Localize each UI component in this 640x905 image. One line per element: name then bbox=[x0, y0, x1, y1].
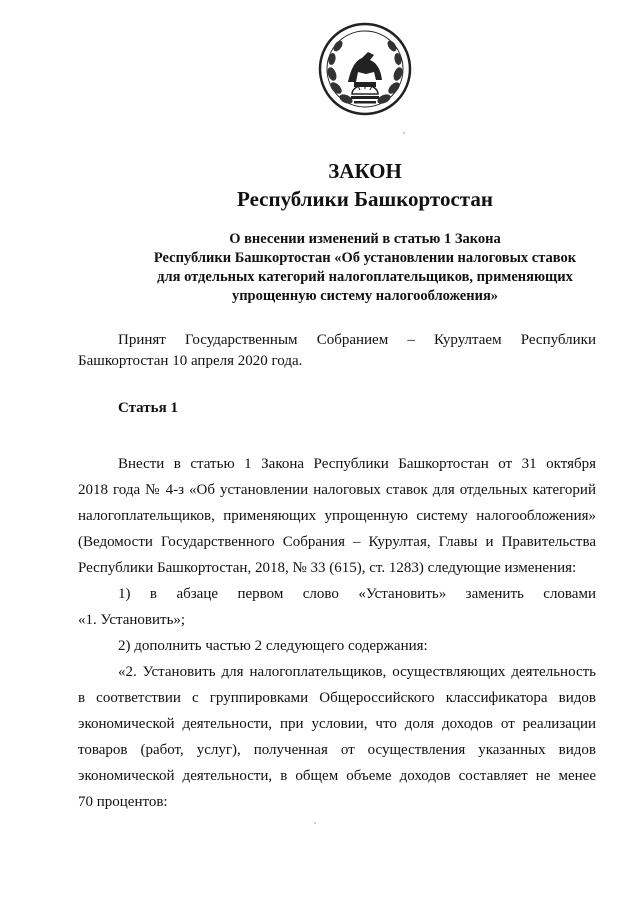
article-intro-paragraph bbox=[78, 451, 596, 581]
heading-line: Республики Башкортостан «Об установлении налоговых ставок bbox=[153, 250, 577, 266]
scan-speck bbox=[403, 132, 405, 134]
paragraph-line: товаров (работ, услуг), полученная от осуществления указанных видов bbox=[78, 742, 596, 758]
paragraph-line: в соответствии с группировками Общероссийского классификатора видов bbox=[78, 690, 596, 706]
adoption-line: Принят Государственным Собранием – Курултаем Республики bbox=[118, 332, 596, 348]
paragraph-line: 2018 года № 4-з «Об установлении налоговых ставок для отдельных категорий bbox=[78, 482, 596, 498]
item-1-paragraph bbox=[78, 581, 596, 633]
paragraph-line: экономической деятельности, в общем объеме доходов составляет не менее bbox=[78, 768, 596, 784]
document-type-title: ЗАКОН bbox=[328, 159, 402, 183]
item-2-paragraph bbox=[78, 633, 596, 659]
bashkortostan-emblem-icon bbox=[318, 22, 412, 116]
paragraph-line: 2) дополнить частью 2 следующего содержания: bbox=[118, 638, 428, 654]
article-heading: Статья 1 bbox=[118, 400, 178, 416]
heading-line: упрощенную систему налогообложения» bbox=[231, 288, 499, 304]
paragraph-line: Внести в статью 1 Закона Республики Башкортостан от 31 октября bbox=[118, 456, 596, 472]
paragraph-line: налогоплательщиков, применяющих упрощенную систему налогообложения» bbox=[78, 508, 596, 524]
law-heading bbox=[100, 230, 630, 306]
adoption-note bbox=[78, 330, 596, 372]
paragraph-line: экономической деятельности, при условии, что доля доходов от реализации bbox=[78, 716, 596, 732]
scan-speck bbox=[314, 822, 316, 824]
quoted-amendment-paragraph bbox=[78, 659, 596, 815]
paragraph-line: «1. Установить»; bbox=[78, 612, 186, 628]
heading-line: О внесении изменений в статью 1 Закона bbox=[229, 231, 501, 247]
paragraph-line: (Ведомости Государственного Собрания – Курултая, Главы и Правительства bbox=[78, 534, 596, 550]
heading-line: для отдельных категорий налогоплательщиков, применяющих bbox=[157, 269, 573, 285]
paragraph-line: 1) в абзаце первом слово «Установить» заменить словами bbox=[118, 586, 596, 602]
paragraph-line: 70 процентов: bbox=[78, 794, 168, 810]
paragraph-line: Республики Башкортостан, 2018, № 33 (615), ст. 1283) следующие изменения: bbox=[78, 560, 577, 576]
adoption-line: Башкортостан 10 апреля 2020 года. bbox=[78, 353, 303, 369]
coat-of-arms-emblem bbox=[318, 22, 412, 116]
document-issuer-title: Республики Башкортостан bbox=[237, 187, 493, 211]
paragraph-line: «2. Установить для налогоплательщиков, осуществляющих деятельность bbox=[118, 664, 596, 680]
